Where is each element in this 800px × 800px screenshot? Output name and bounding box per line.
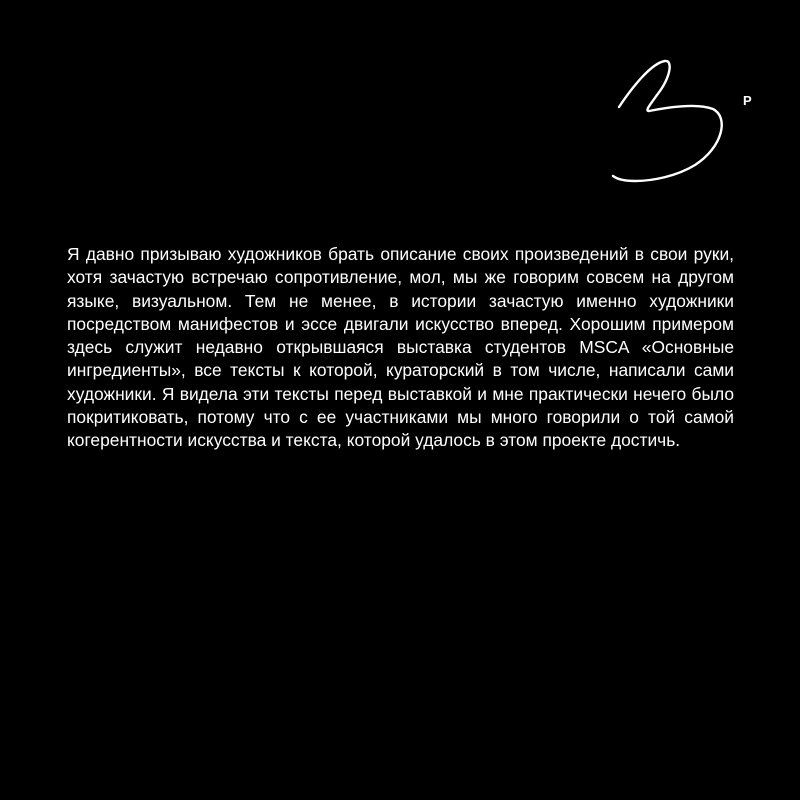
article-paragraph: Я давно призываю художников брать описание своих произведений в свои руки, хотя зачастую встречаю сопротивление, мол, мы же говорим совсем на другом языке, визуальном. Тем не менее, в истории зачастую именно художники посредством манифестов и эссе двигали искусство вперед. Хорошим примером здесь служит недавно открывшаяся выставка студентов MSCA «Основные ингредиенты», все тексты к которой, кураторский в том числе, написали сами художники. Я видела эти тексты перед выставкой и мне практически нечего было покритиковать, потому что с ее участниками мы много говорили о той самой когерентности искусства и текста, которой удалось в этом проекте достичь.	[67, 244, 734, 451]
logo	[605, 55, 765, 195]
handwritten-3-signature-icon	[605, 55, 765, 195]
logo-superscript: P	[743, 93, 752, 108]
